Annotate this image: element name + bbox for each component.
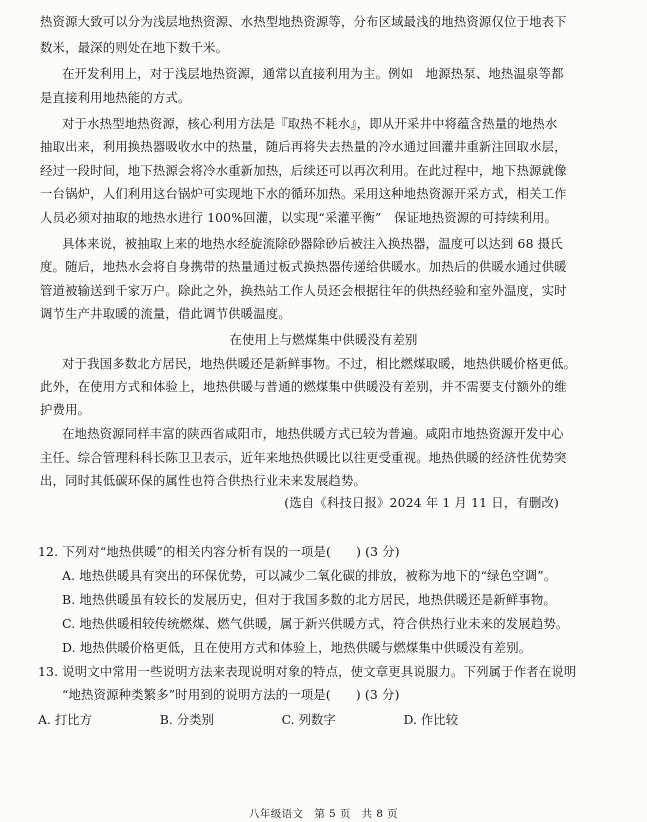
p4-line-1: 对于我国多数北方居民，地热供暖还是新鲜事物。不过，相比燃煤取暖，地热供暖价格更低。	[62, 356, 577, 371]
p5-line-3: 出，同时其低碳环保的属性也符合供热行业未来发展趋势。	[40, 473, 367, 488]
source-citation: (选自《科技日报》2024 年 1 月 11 日，有删改)	[284, 495, 559, 510]
intro-line-1: 热资源大致可以分为浅层地热资源、水热型地热资源等，分布区域最浅的地热资源仅位于地表下	[40, 14, 567, 29]
section-heading: 在使用上与燃煤集中供暖没有差别	[229, 332, 418, 347]
q13-option-d: D. 作比较	[403, 712, 458, 727]
q13-stem-line-1: 13. 说明文中常用一些说明方法来表现说明对象的特点，使文章更具说服力。下列属于作者在说明	[38, 664, 577, 679]
p2-line-5: 人员必须对抽取的地热水进行 100%回灌，以实现“采灌平衡” 保证地热资源的可持续利用。	[40, 210, 558, 225]
q12-option-a: A. 地热供暖具有突出的环保优势，可以减少二氧化碳的排放，被称为地下的“绿色空调”。	[62, 568, 557, 583]
p4-line-2: 此外，在使用方式和体验上，地热供暖与普通的燃煤集中供暖没有差别，并不需要支付额外的维	[40, 379, 567, 394]
q12-option-d: D. 地热供暖价格更低，且在使用方式和体验上，地热供暖与燃煤集中供暖没有差别。	[62, 640, 532, 655]
q13-option-b: B. 分类别	[159, 712, 214, 727]
p1-line-1: 在开发利用上，对于浅层地热资源，通常以直接利用为主。例如 地源热泵、地热温泉等都	[62, 66, 564, 81]
intro-line-2: 数米，最深的则处在地下数千米。	[40, 40, 229, 55]
p3-line-1: 具体来说，被抽取上来的地热水经旋流除砂器除砂后被注入换热器，温度可以达到 68 摄氏	[62, 236, 563, 251]
p1-line-2: 是直接利用地热能的方式。	[40, 90, 191, 105]
p5-line-1: 在地热资源同样丰富的陕西省咸阳市，地热供暖方式已较为普遍。咸阳市地热资源开发中心	[62, 426, 564, 441]
p2-line-2: 抽取出来，利用换热器吸收水中的热量，随后再将失去热量的冷水通过回灌井重新注回取水层，	[40, 139, 567, 154]
p4-line-3: 护费用。	[40, 402, 91, 417]
q12-option-c: C. 地热供暖相较传统燃煤、燃气供暖，属于新兴供暖方式，符合供热行业未来的发展趋势。	[62, 616, 569, 631]
q13-options	[38, 710, 458, 728]
p2-line-3: 经过一段时间，地下热源会将冷水重新加热，后续还可以再次利用。在此过程中，地下热源就像	[40, 163, 567, 178]
q13-stem-line-2: “地热资源种类繁多”时用到的说明方法的一项是( ) (3 分)	[62, 687, 400, 702]
q13-option-a: A. 打比方	[38, 712, 92, 727]
q12-option-b: B. 地热供暖虽有较长的发展历史，但对于我国多数的北方居民，地热供暖还是新鲜事物。	[62, 592, 556, 607]
p2-line-1: 对于水热型地热资源，核心利用方法是『取热不耗水』，即从开采井中将蕴含热量的地热水	[62, 116, 558, 131]
p2-line-4: 一台锅炉，人们利用这台锅炉可实现地下水的循环加热。采用这种地热资源开采方式，相关工作	[40, 186, 567, 201]
page-footer: 八年级语文 第 5 页 共 8 页	[248, 808, 398, 820]
p3-line-3: 管道被输送到千家万户。除此之外，换热站工作人员还会根据往年的供热经验和室外温度，实时	[40, 283, 567, 298]
p3-line-2: 度。随后，地热水会将自身携带的热量通过板式换热器传递给供暖水。加热后的供暖水通过供暖	[40, 259, 567, 274]
q12-stem: 12. 下列对“地热供暖”的相关内容分析有误的一项是( ) (3 分)	[38, 544, 400, 559]
p3-line-4: 调节生产井取暖的流量，借此调节供暖温度。	[40, 306, 291, 321]
p5-line-2: 主任、综合管理科科长陈卫卫表示，近年来地热供暖比以往更受重视。地热供暖的经济性优势突	[40, 450, 567, 465]
q13-option-c: C. 列数字	[281, 712, 336, 727]
